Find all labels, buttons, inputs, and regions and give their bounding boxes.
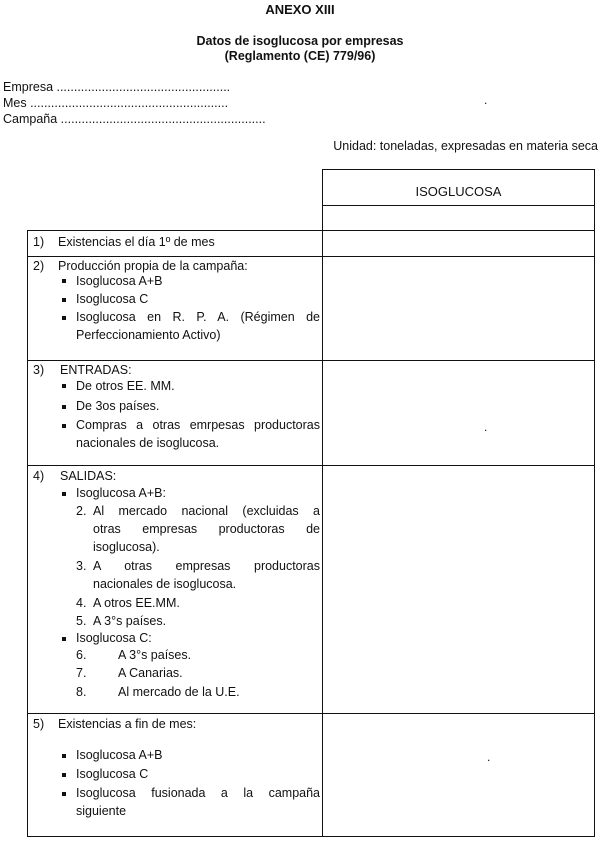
- row3-item-third-countries: De 3os países.: [76, 399, 160, 413]
- row4-item-third-countries-c: A 3°s países.: [118, 648, 192, 662]
- row5-item-merged-cont: siguiente: [76, 804, 127, 818]
- bullet: [62, 424, 66, 428]
- row5-label: Existencias a fin de mes:: [58, 717, 197, 731]
- row4-num-2: 2.: [76, 504, 87, 518]
- column-header-isoglucosa: ISOGLUCOSA: [415, 184, 502, 199]
- row4-item-domestic: Al mercado nacional (excluidas a: [93, 504, 320, 518]
- row4-num-8: 8.: [76, 685, 87, 699]
- bullet: [62, 384, 66, 388]
- row4-num-4: 4.: [76, 596, 87, 610]
- row4-number: 4): [33, 469, 45, 483]
- row4-item-c: Isoglucosa C:: [76, 631, 152, 645]
- bullet: [62, 792, 66, 796]
- stray-dot: .: [484, 93, 488, 107]
- row4-item-domestic-cont1: otras empresas productoras de: [93, 522, 320, 536]
- row2-item-rpa: Isoglucosa en R. P. A. (Régimen de: [76, 310, 320, 324]
- mes-field: Mes .........................................................: [3, 96, 229, 110]
- document-title: Datos de isoglucosa por empresas: [196, 34, 404, 48]
- bullet: [62, 492, 66, 496]
- row2-item-rpa-cont: Perfeccionamiento Activo): [76, 328, 221, 342]
- bullet: [62, 405, 66, 409]
- bullet: [62, 754, 66, 758]
- row2-label: Producción propia de la campaña:: [58, 259, 248, 273]
- row2-number: 2): [33, 259, 45, 273]
- bullet: [62, 298, 66, 302]
- bullet: [62, 279, 66, 283]
- bullet: [62, 637, 66, 641]
- row3-number: 3): [33, 363, 45, 377]
- stray-dot: .: [484, 420, 488, 434]
- row4-item-other-companies: A otras empresas productoras: [93, 559, 320, 573]
- row3-item-purchases-cont: nacionales de isoglucosa.: [76, 436, 220, 450]
- row1-number: 1): [33, 235, 45, 249]
- annex-title: ANEXO XIII: [265, 2, 335, 17]
- row3-label: ENTRADAS:: [60, 363, 132, 377]
- row4-num-7: 7.: [76, 666, 87, 680]
- row4-num-6: 6.: [76, 648, 87, 662]
- row2-item-ab: Isoglucosa A+B: [76, 274, 163, 288]
- row5-item-ab: Isoglucosa A+B: [76, 748, 163, 762]
- stray-dot: .: [487, 750, 491, 764]
- row5-item-merged: Isoglucosa fusionada a la campaña: [76, 786, 320, 800]
- row3-item-ee-mm: De otros EE. MM.: [76, 379, 175, 393]
- row4-item-other-companies-cont: nacionales de isoglucosa.: [93, 577, 237, 591]
- row3-item-purchases: Compras a otras emrpesas productoras: [76, 418, 320, 432]
- empresa-field: Empresa ..................................................: [3, 80, 231, 94]
- row4-num-3: 3.: [76, 559, 87, 573]
- row4-item-third-countries-ab: A 3°s países.: [93, 614, 167, 628]
- row4-item-eu-market: Al mercado de la U.E.: [118, 685, 240, 699]
- row4-label: SALIDAS:: [60, 469, 117, 483]
- regulation-reference: (Reglamento (CE) 779/96): [224, 49, 376, 63]
- row4-item-canarias: A Canarias.: [118, 666, 183, 680]
- row4-num-5: 5.: [76, 614, 87, 628]
- campana-field: Campaña ...........................................................: [3, 112, 266, 126]
- row2-item-c: Isoglucosa C: [76, 292, 149, 306]
- bullet: [62, 316, 66, 320]
- row4-item-ab: Isoglucosa A+B:: [76, 486, 166, 500]
- row1-label: Existencias el día 1º de mes: [58, 235, 215, 249]
- bullet: [62, 773, 66, 777]
- row4-item-domestic-cont2: isoglucosa).: [93, 540, 160, 554]
- row5-item-c: Isoglucosa C: [76, 767, 149, 781]
- unit-note: Unidad: toneladas, expresadas en materia seca: [333, 139, 598, 153]
- row4-item-other-ee-mm: A otros EE.MM.: [93, 596, 180, 610]
- row5-number: 5): [33, 717, 45, 731]
